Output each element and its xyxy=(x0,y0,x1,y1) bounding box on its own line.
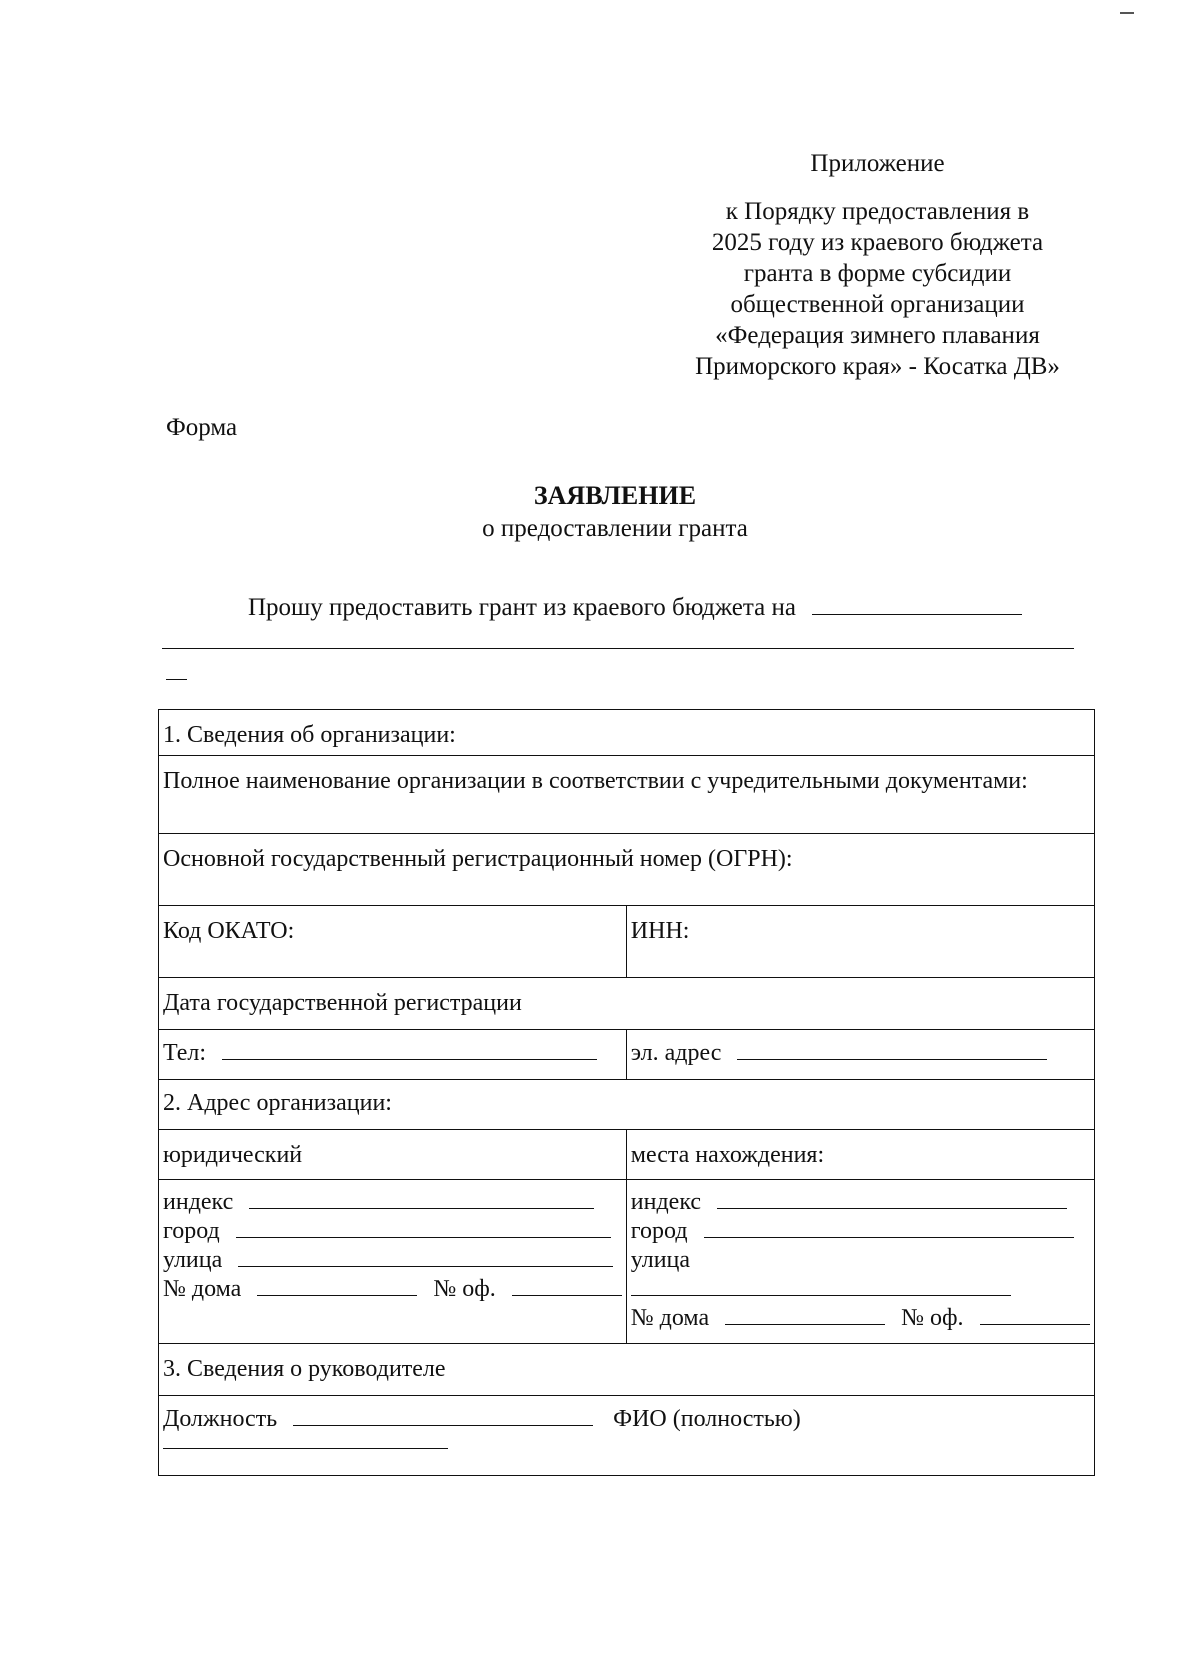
document-title: ЗАЯВЛЕНИЕ xyxy=(533,481,697,510)
email-field[interactable] xyxy=(626,1030,1094,1080)
request-line xyxy=(248,594,1022,622)
head-position-line[interactable] xyxy=(163,1406,1090,1433)
fio-blank[interactable] xyxy=(163,1447,448,1449)
head-info-field xyxy=(159,1396,1095,1476)
ogrn-label: Основной государственный регистрационный номер (ОГРН): xyxy=(163,846,793,872)
location-office-blank[interactable] xyxy=(980,1323,1090,1325)
legal-office-blank[interactable] xyxy=(512,1294,622,1296)
phone-field[interactable] xyxy=(159,1030,627,1080)
form-label: Форма xyxy=(166,414,238,441)
appendix-line: гранта в форме субсидии xyxy=(743,260,1012,287)
reg-date-field[interactable] xyxy=(159,978,1095,1030)
location-index-blank[interactable] xyxy=(717,1207,1067,1209)
legal-city-line[interactable] xyxy=(163,1217,622,1246)
street-label: улица xyxy=(630,1247,691,1273)
index-label: индекс xyxy=(630,1189,702,1215)
city-label: город xyxy=(630,1218,688,1244)
legal-index-blank[interactable] xyxy=(249,1207,594,1209)
application-form-table xyxy=(158,709,1095,1476)
request-text: Прошу предоставить грант из краевого бюджета на xyxy=(248,594,796,621)
full-name-field[interactable] xyxy=(159,756,1095,834)
appendix-title: Приложение xyxy=(810,150,945,177)
full-name-label: Полное наименование организации в соответствии с учредительными документами: xyxy=(163,768,1028,794)
location-street-line[interactable] xyxy=(631,1246,1090,1275)
phone-label: Тел: xyxy=(163,1040,207,1066)
location-city-line[interactable] xyxy=(631,1217,1090,1246)
office-label: № оф. xyxy=(433,1276,496,1302)
email-blank[interactable] xyxy=(737,1058,1047,1060)
document-subtitle: о предоставлении гранта xyxy=(482,515,748,542)
okato-field[interactable] xyxy=(159,906,627,978)
phone-blank[interactable] xyxy=(222,1058,597,1060)
section3-title: 3. Сведения о руководителе xyxy=(159,1344,1095,1396)
email-label: эл. адрес xyxy=(630,1040,722,1066)
house-label: № дома xyxy=(630,1305,710,1331)
location-street-blank[interactable] xyxy=(631,1294,1011,1296)
section1-title: 1. Сведения об организации: xyxy=(159,710,1095,756)
request-blank-line[interactable] xyxy=(162,648,1074,649)
location-address-block xyxy=(626,1180,1094,1344)
inn-field[interactable] xyxy=(626,906,1094,978)
legal-house-line[interactable] xyxy=(163,1275,622,1304)
fio-blank-line[interactable] xyxy=(163,1433,1090,1459)
house-label: № дома xyxy=(163,1276,242,1302)
location-address-header: места нахождения: xyxy=(626,1130,1094,1180)
legal-street-line[interactable] xyxy=(163,1246,622,1275)
appendix-line: общественной организации xyxy=(730,291,1025,318)
city-label: город xyxy=(163,1218,220,1244)
legal-street-blank[interactable] xyxy=(238,1265,613,1267)
street-label: улица xyxy=(163,1247,223,1273)
ogrn-field[interactable] xyxy=(159,834,1095,906)
location-index-line[interactable] xyxy=(631,1188,1090,1217)
request-blank-end[interactable] xyxy=(166,679,187,680)
location-city-blank[interactable] xyxy=(704,1236,1074,1238)
location-house-blank[interactable] xyxy=(725,1323,885,1325)
corner-mark xyxy=(1120,12,1134,14)
inn-label: ИНН: xyxy=(630,918,690,944)
legal-address-block xyxy=(159,1180,627,1344)
request-blank[interactable] xyxy=(812,613,1022,615)
index-label: индекс xyxy=(163,1189,234,1215)
reg-date-label: Дата государственной регистрации xyxy=(163,990,522,1016)
office-label: № оф. xyxy=(901,1305,964,1331)
position-blank[interactable] xyxy=(293,1424,593,1426)
position-label: Должность xyxy=(163,1406,278,1432)
fio-label: ФИО (полностью) xyxy=(613,1406,801,1432)
legal-index-line[interactable] xyxy=(163,1188,622,1217)
okato-label: Код ОКАТО: xyxy=(163,918,295,944)
legal-city-blank[interactable] xyxy=(236,1236,611,1238)
appendix-line: 2025 году из краевого бюджета xyxy=(711,229,1044,256)
appendix-line: «Федерация зимнего плавания xyxy=(715,322,1040,349)
legal-house-blank[interactable] xyxy=(257,1294,417,1296)
appendix-body xyxy=(640,196,1115,382)
section2-title: 2. Адрес организации: xyxy=(159,1080,1095,1130)
location-house-line[interactable] xyxy=(631,1304,1090,1333)
location-street-blank-line[interactable] xyxy=(631,1275,1090,1304)
legal-address-header: юридический xyxy=(159,1130,627,1180)
appendix-line: к Порядку предоставления в xyxy=(725,198,1030,225)
appendix-line: Приморского края» - Косатка ДВ» xyxy=(695,353,1060,380)
